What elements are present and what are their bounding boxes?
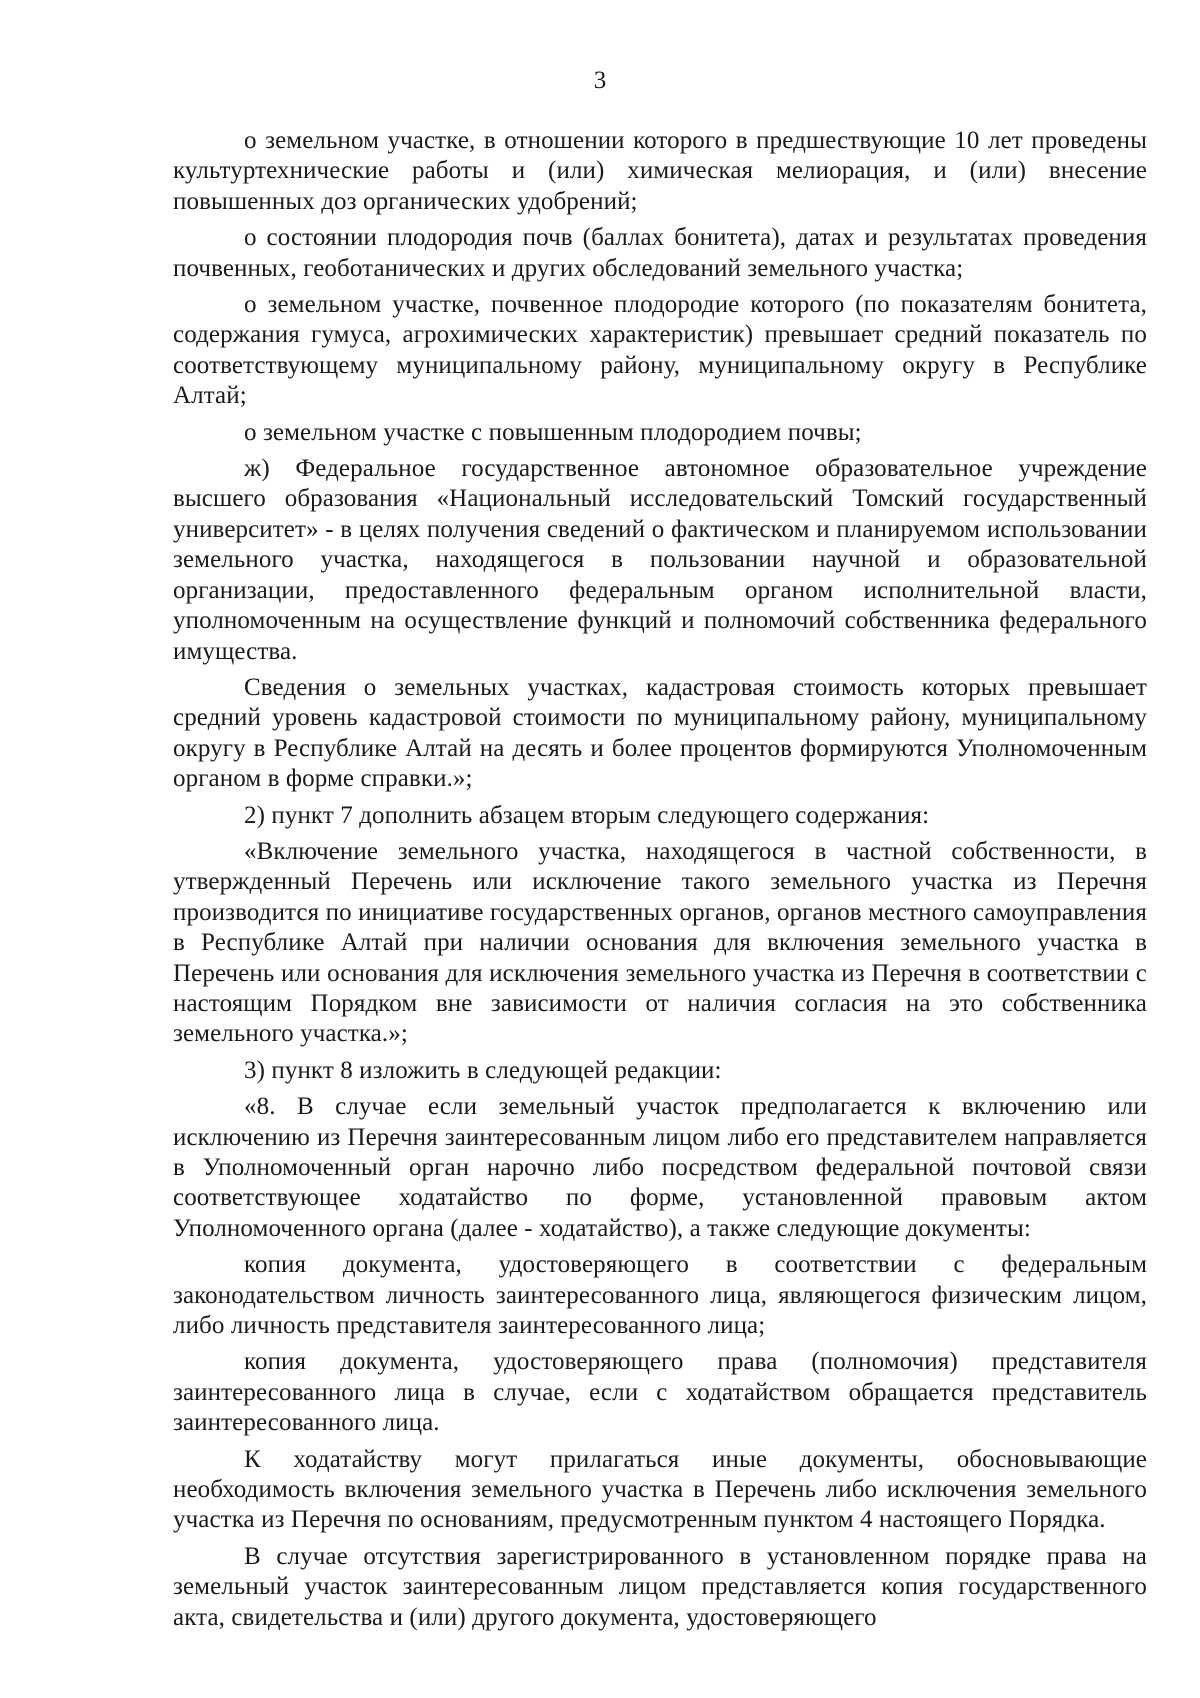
paragraph: «8. В случае если земельный участок предполагается к включению или исключению из Перечня заинтересованным лицом либо его представителем направляется в Уполномоченный орган нарочно либо посредством федеральной почтовой связи соответствующее ходатайство по форме, установленной правовым актом Уполномоченного органа (далее - ходатайство), а также следующие документы:: [173, 1093, 1147, 1242]
paragraph: о состоянии плодородия почв (баллах бонитета), датах и результатах проведения почвенных, геоботанических и других обследований земельного участка;: [173, 224, 1147, 282]
paragraph: «Включение земельного участка, находящегося в частной собственности, в утвержденный Перечень или исключение такого земельного участка из Перечня производится по инициативе государственных органов, органов местного самоуправления в Республике Алтай при наличии основания для включения земельного участка в Перечень или основания для исключения земельного участка из Перечня в соответствии с настоящим Порядком вне зависимости от наличия согласия на это собственника земельного участка.»;: [173, 837, 1147, 1048]
paragraph: Сведения о земельных участках, кадастровая стоимость которых превышает средний уровень кадастровой стоимости по муниципальному району, муниципальному округу в Республике Алтай на десять и более процентов формируются Уполномоченным органом в форме справки.»;: [173, 673, 1147, 793]
paragraph: К ходатайству могут прилагаться иные документы, обосновывающие необходимость включения земельного участка в Перечень либо исключения земельного участка из Перечня по основаниям, предусмотренным пунктом 4 настоящего Порядка.: [173, 1445, 1147, 1534]
document-body: [173, 126, 1147, 1633]
paragraph: В случае отсутствия зарегистрированного в установленном порядке права на земельный участок заинтересованным лицом представляется копия государственного акта, свидетельства и (или) другого документа, удостоверяющего: [173, 1542, 1147, 1631]
paragraph: 3) пункт 8 изложить в следующей редакции:: [244, 1056, 722, 1084]
paragraph: ж) Федеральное государственное автономное образовательное учреждение высшего образования «Национальный исследовательский Томский государственный университет» - в целях получения сведений о фактическом и планируемом использовании земельного участка, находящегося в пользовании научной и образовательной организации, предоставленного федеральным органом исполнительной власти, уполномоченным на осуществление функций и полномочий собственника федерального имущества.: [173, 455, 1147, 665]
paragraph: 2) пункт 7 дополнить абзацем вторым следующего содержания:: [244, 801, 930, 829]
page-number: 3: [593, 67, 607, 94]
paragraph: копия документа, удостоверяющего права (полномочия) представителя заинтересованного лица в случае, если с ходатайством обращается представитель заинтересованного лица.: [173, 1348, 1147, 1437]
paragraph: копия документа, удостоверяющего в соответствии с федеральным законодательством личность заинтересованного лица, являющегося физическим лицом, либо личность представителя заинтересованного лица;: [173, 1251, 1147, 1340]
paragraph: о земельном участке, в отношении которого в предшествующие 10 лет проведены культуртехнические работы и (или) химическая мелиорация, и (или) внесение повышенных доз органических удобрений;: [173, 127, 1147, 215]
paragraph: о земельном участке с повышенным плодородием почвы;: [244, 418, 862, 446]
paragraph: о земельном участке, почвенное плодородие которого (по показателям бонитета, содержания гумуса, агрохимических характеристик) превышает средний показатель по соответствующему муниципальному району, муниципальному округу в Республике Алтай;: [173, 291, 1147, 410]
